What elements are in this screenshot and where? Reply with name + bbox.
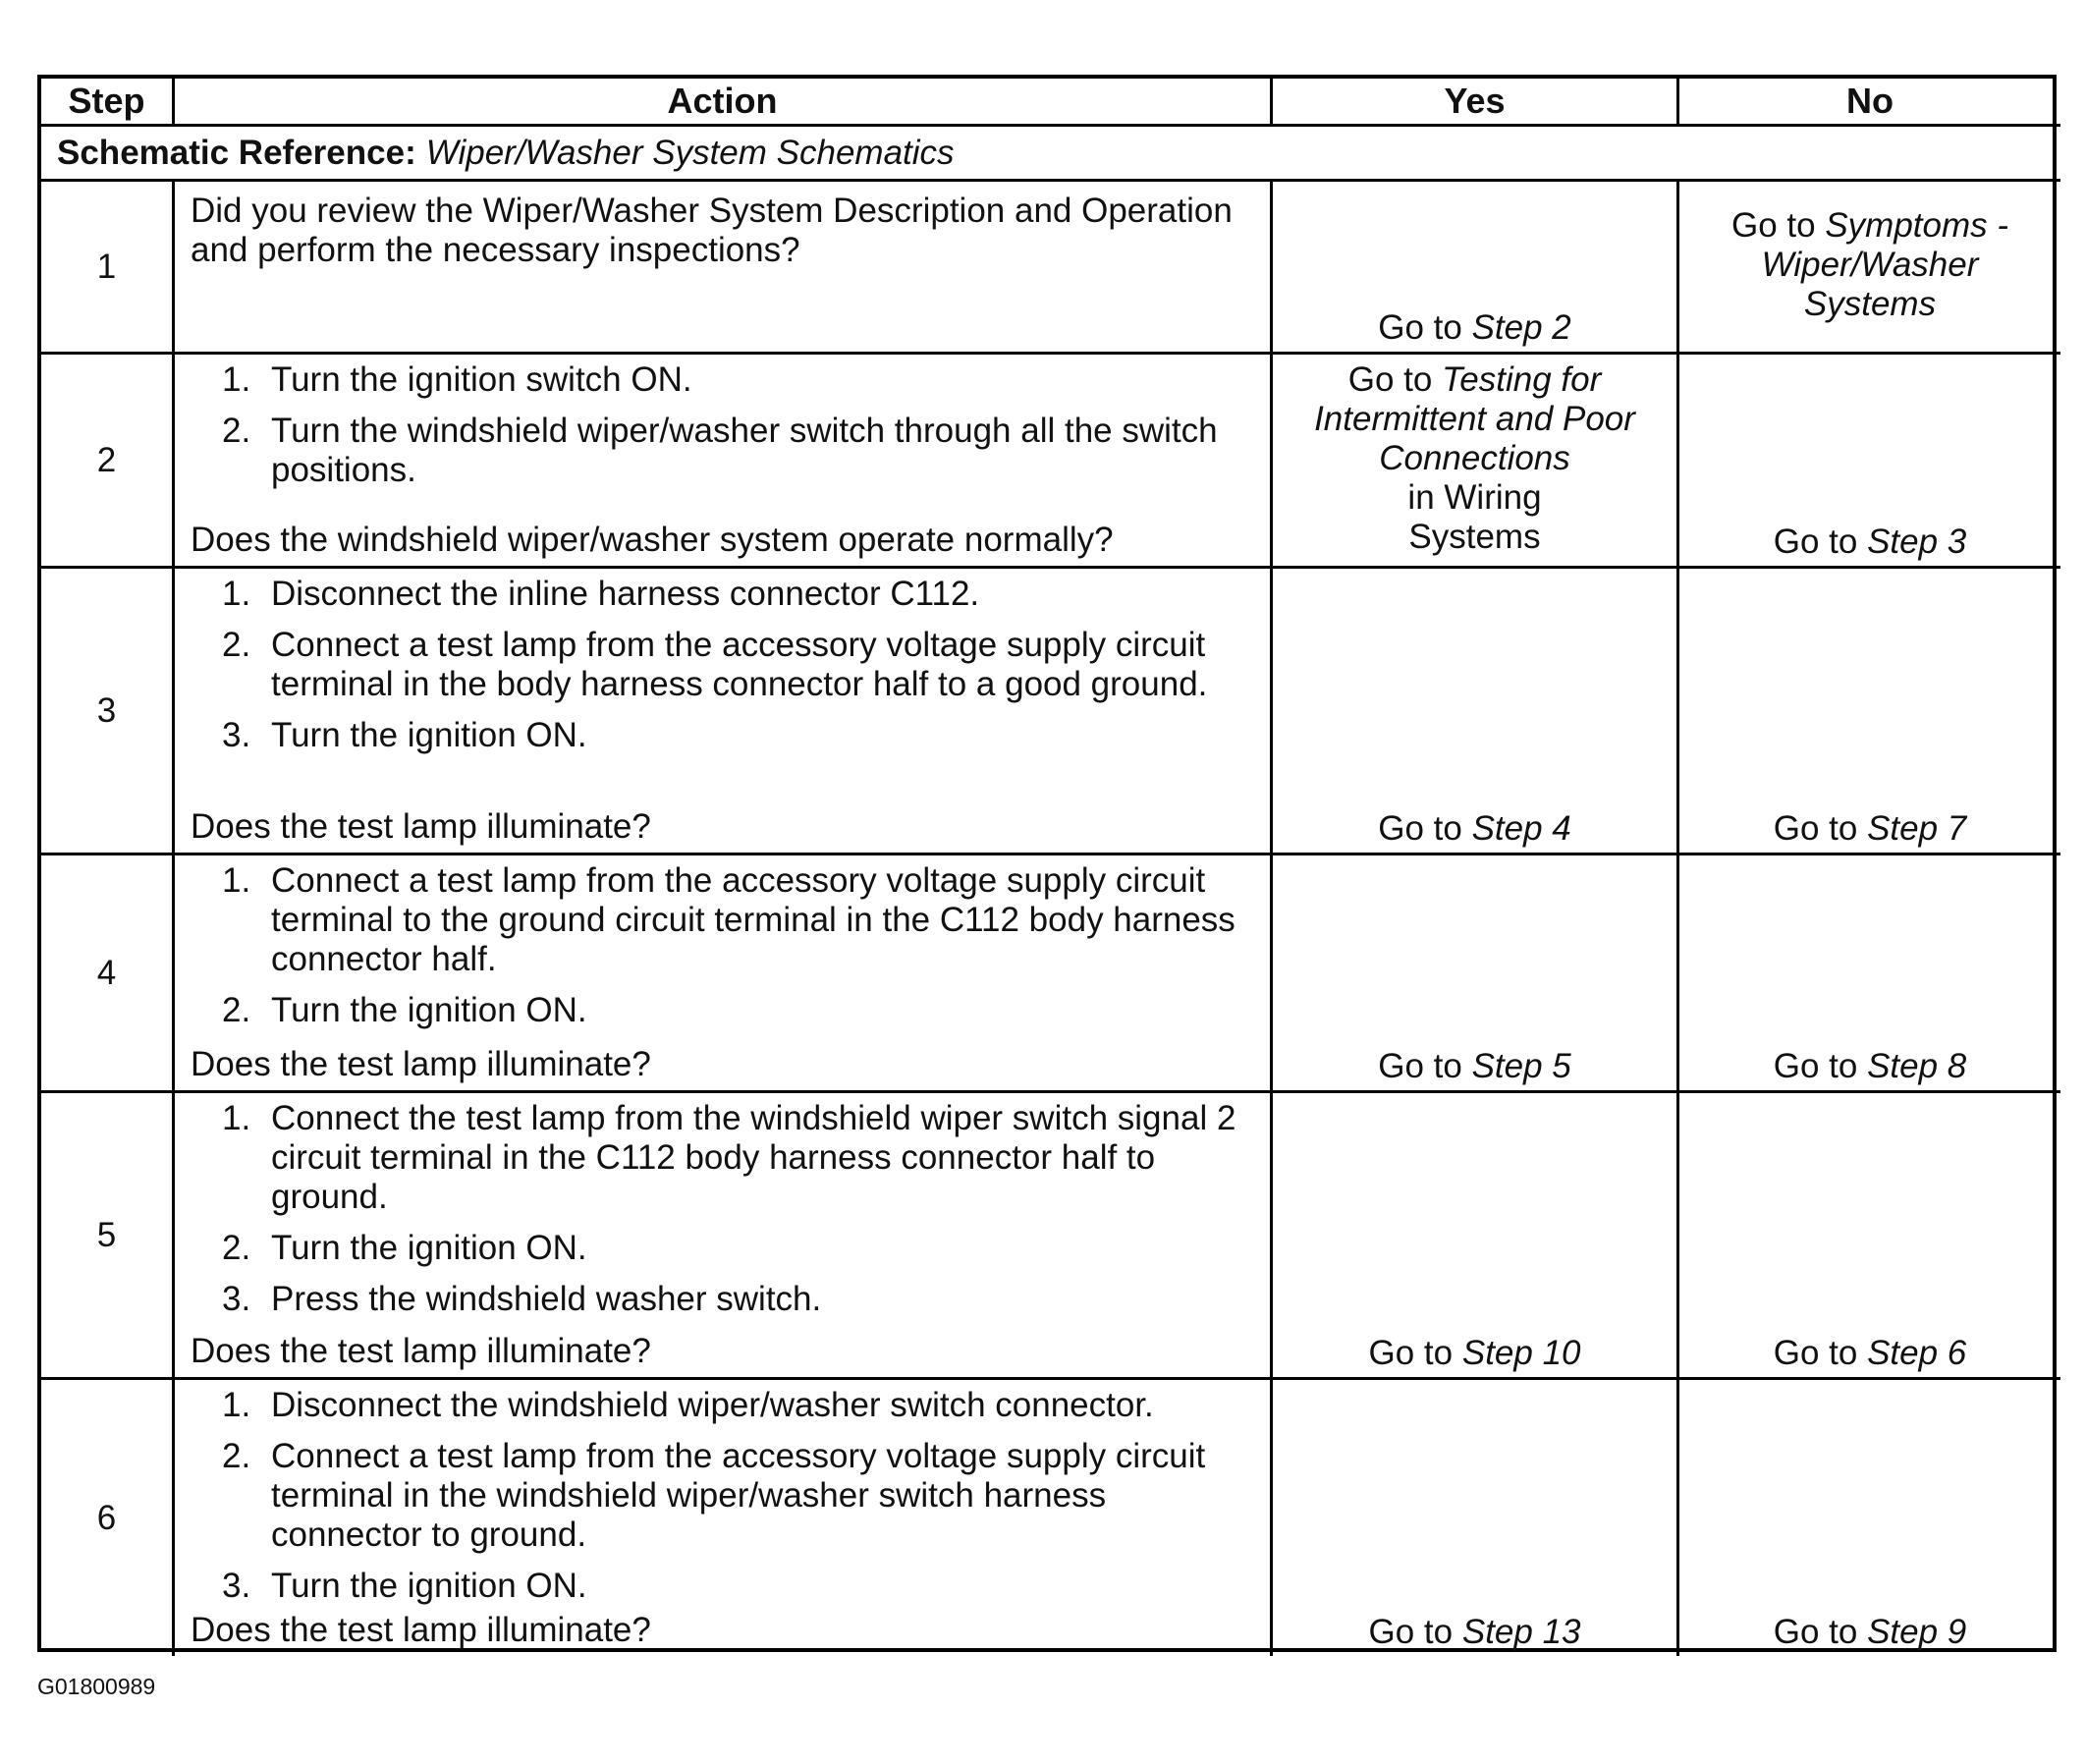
yes-prefix: Go to [1368, 1334, 1454, 1372]
item-text: Disconnect the inline harness connector C112. [271, 575, 980, 613]
yes-prefix: Go to [1347, 360, 1433, 399]
schematic-reference-link[interactable]: Wiper/Washer System Schematics [425, 133, 955, 172]
action-item [191, 412, 1254, 490]
yes-prefix: Go to [1378, 809, 1462, 848]
action-item [191, 861, 1254, 979]
action-question: Does the test lamp illuminate? [191, 1045, 651, 1083]
item-number: 2. [222, 412, 251, 450]
action-cell [175, 355, 1273, 569]
action-cell [175, 1380, 1273, 1656]
item-text: Disconnect the windshield wiper/washer switch connector. [271, 1386, 1154, 1424]
action-cell [175, 182, 1273, 355]
item-number: 1. [222, 861, 251, 900]
step-number: 1 [41, 182, 175, 355]
yes-answer[interactable] [1369, 1334, 1581, 1373]
item-text: Turn the ignition ON. [271, 991, 587, 1029]
item-number: 1. [222, 1386, 251, 1424]
action-item [191, 1437, 1254, 1555]
item-text: Turn the ignition ON. [271, 1229, 587, 1267]
action-item [191, 360, 1254, 400]
item-number: 3. [222, 716, 251, 754]
item-number: 2. [222, 1437, 251, 1475]
item-number: 2. [222, 991, 251, 1029]
item-number: 1. [222, 360, 251, 399]
no-link[interactable]: Step 9 [1867, 1613, 1967, 1651]
item-number: 3. [222, 1280, 251, 1318]
yes-link[interactable]: Step 10 [1461, 1334, 1581, 1372]
action-list [191, 360, 1254, 502]
no-link[interactable]: Step 8 [1867, 1047, 1967, 1085]
figure-id: G01800989 [37, 1674, 156, 1699]
no-prefix: Go to [1773, 523, 1858, 561]
action-item [191, 1099, 1254, 1217]
no-answer[interactable] [1774, 1334, 1967, 1373]
item-text: Connect a test lamp from the accessory voltage supply circuit terminal in the body harness connector half to a good ground. [271, 626, 1208, 703]
item-text: Connect the test lamp from the windshield wiper switch signal 2 circuit terminal in the C112 body harness connector half to ground. [271, 1099, 1236, 1216]
no-cell [1679, 355, 2060, 569]
action-question: Did you review the Wiper/Washer System Description and Operation and perform the necessary inspections? [191, 192, 1233, 269]
action-item [191, 1386, 1254, 1425]
item-text: Turn the ignition ON. [271, 716, 587, 754]
step-number: 2 [41, 355, 175, 569]
item-text: Connect a test lamp from the accessory voltage supply circuit terminal in the windshield wiper/washer switch harness connector to ground. [271, 1437, 1206, 1554]
yes-link[interactable]: Step 4 [1471, 809, 1571, 848]
no-cell [1679, 182, 2060, 355]
item-number: 2. [222, 1229, 251, 1267]
action-list [191, 575, 1254, 767]
no-prefix: Go to [1773, 809, 1858, 848]
action-question: Does the test lamp illuminate? [191, 1332, 651, 1370]
yes-link[interactable]: Step 2 [1471, 308, 1571, 347]
action-item [191, 1280, 1254, 1319]
no-cell [1679, 1093, 2060, 1380]
item-text: Turn the ignition ON. [271, 1567, 587, 1605]
action-question: Does the test lamp illuminate? [191, 1611, 651, 1649]
item-number: 2. [222, 626, 251, 664]
header-step: Step [41, 79, 175, 127]
header-action: Action [175, 79, 1273, 127]
schematic-reference-label: Schematic Reference: [57, 133, 416, 172]
no-answer[interactable] [1774, 1613, 1967, 1652]
yes-answer[interactable] [1369, 1613, 1581, 1652]
diagnostic-table [37, 75, 2057, 1652]
item-text: Turn the windshield wiper/washer switch through all the switch positions. [271, 412, 1218, 489]
item-text: Connect a test lamp from the accessory voltage supply circuit terminal to the ground circuit terminal in the C112 body harness connector half. [271, 861, 1235, 978]
no-prefix: Go to [1773, 1334, 1858, 1372]
no-cell [1679, 855, 2060, 1093]
yes-cell [1273, 855, 1679, 1093]
no-answer[interactable] [1774, 809, 1967, 849]
step-number: 3 [41, 569, 175, 855]
no-prefix: Go to [1730, 205, 1816, 245]
action-list [191, 861, 1254, 1042]
no-link[interactable]: Step 7 [1867, 809, 1967, 848]
step-number: 6 [41, 1380, 175, 1656]
header-yes: Yes [1273, 79, 1679, 127]
yes-cell [1273, 182, 1679, 355]
yes-link[interactable]: Testing for Intermittent and Poor Connections [1314, 360, 1635, 477]
action-cell [175, 1093, 1273, 1380]
yes-answer[interactable] [1378, 1047, 1571, 1086]
yes-suffix: in Wiring Systems [1407, 478, 1542, 556]
yes-cell [1273, 1093, 1679, 1380]
item-number: 1. [222, 575, 251, 613]
action-question: Does the test lamp illuminate? [191, 807, 651, 846]
yes-answer[interactable] [1298, 360, 1652, 557]
no-cell [1679, 569, 2060, 855]
step-number: 5 [41, 1093, 175, 1380]
item-number: 1. [222, 1099, 251, 1137]
action-cell [175, 569, 1273, 855]
action-item [191, 575, 1254, 614]
yes-cell [1273, 1380, 1679, 1656]
action-item [191, 626, 1254, 704]
action-item [191, 1229, 1254, 1268]
action-cell [175, 855, 1273, 1093]
yes-link[interactable]: Step 13 [1461, 1613, 1581, 1651]
yes-answer[interactable] [1378, 308, 1571, 348]
item-text: Turn the ignition switch ON. [271, 360, 692, 399]
step-number: 4 [41, 855, 175, 1093]
yes-prefix: Go to [1378, 1047, 1462, 1085]
yes-prefix: Go to [1378, 308, 1462, 347]
yes-prefix: Go to [1368, 1613, 1454, 1651]
item-text: Press the windshield washer switch. [271, 1280, 822, 1318]
no-link[interactable]: Step 3 [1867, 523, 1967, 561]
no-prefix: Go to [1773, 1047, 1858, 1085]
schematic-reference-row [41, 127, 2060, 182]
action-item [191, 716, 1254, 755]
action-item [191, 991, 1254, 1030]
yes-cell [1273, 569, 1679, 855]
item-number: 3. [222, 1567, 251, 1605]
no-answer[interactable] [1774, 523, 1967, 562]
action-item [191, 1567, 1254, 1606]
header-no: No [1679, 79, 2060, 127]
yes-answer[interactable] [1378, 809, 1571, 849]
no-link[interactable]: Step 6 [1867, 1334, 1967, 1372]
yes-cell [1273, 355, 1679, 569]
no-answer[interactable] [1723, 206, 2017, 324]
yes-link[interactable]: Step 5 [1471, 1047, 1571, 1085]
no-cell [1679, 1380, 2060, 1656]
no-prefix: Go to [1773, 1613, 1858, 1651]
action-list [191, 1386, 1254, 1606]
no-answer[interactable] [1774, 1047, 1967, 1086]
no-link[interactable]: Symptoms - Wiper/Washer Systems [1761, 205, 2009, 323]
action-list [191, 1099, 1254, 1331]
action-question: Does the windshield wiper/washer system operate normally? [191, 521, 1114, 559]
